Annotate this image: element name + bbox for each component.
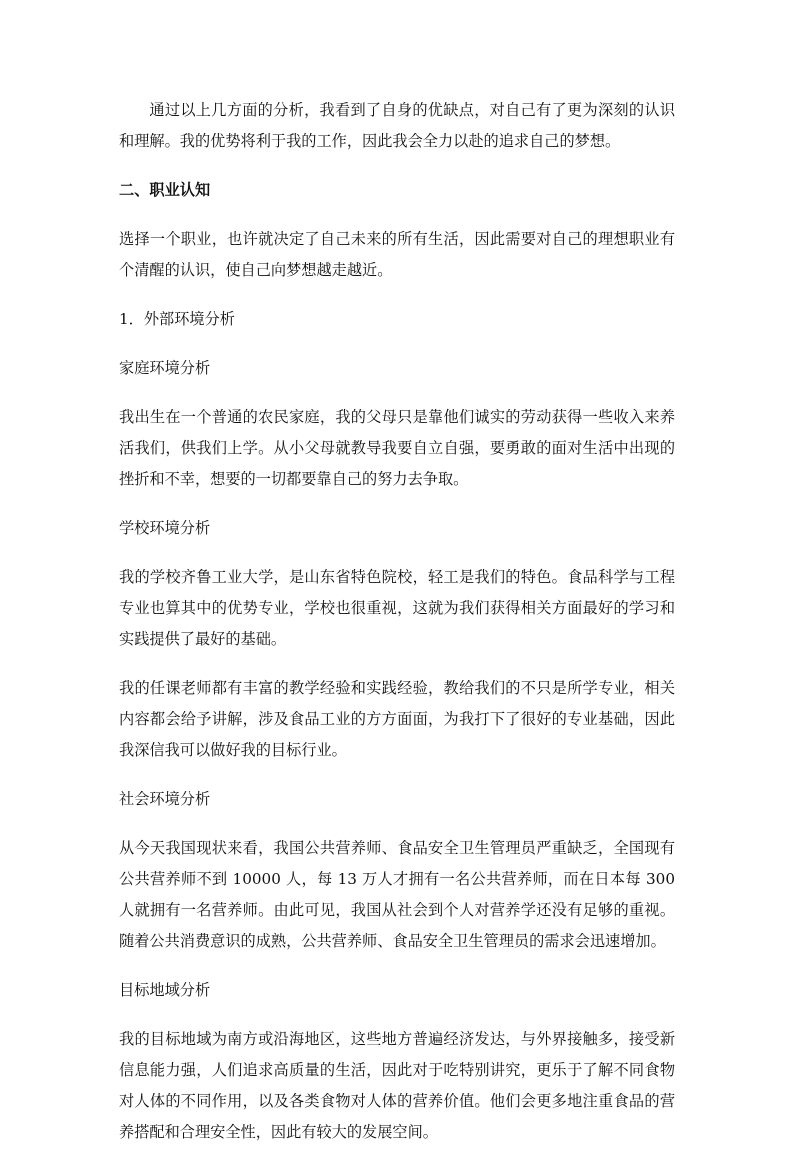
society-heading: 社会环境分析 <box>119 790 211 808</box>
section-heading: 二、职业认知 <box>119 181 211 199</box>
school-paragraph-1: 我的学校齐鲁工业大学，是山东省特色院校，轻工是我们的特色。食品科学与工程专业也算其中的优势专业，学校也很重视，这就为我们获得相关方面最好的学习和实践提供了最好的基础。 <box>119 568 675 648</box>
intro-paragraph: 通过以上几方面的分析，我看到了自身的优缺点，对自己有了更为深刻的认识和理解。我的优势将利于我的工作，因此我会全力以赴的追求自己的梦想。 <box>119 101 675 150</box>
society-paragraph: 从今天我国现状来看，我国公共营养师、食品安全卫生管理员严重缺乏，全国现有公共营养师不到 10000 人，每 13 万人才拥有一名公共营养师，而在日本每 300 人就拥有一名营养师。由此可见，我国从社会到个人对营养学还没有足够的重视。随着公共消费意识的成熟，公共营养师、食品安全卫生管理员的需求会迅速增加。 <box>119 839 675 950</box>
region-paragraph: 我的目标地域为南方或沿海地区，这些地方普遍经济发达，与外界接触多，接受新信息能力强，人们追求高质量的生活，因此对于吃特别讲究，更乐于了解不同食物对人体的不同作用，以及各类食物对人体的营养价值。他们会更多地注重食品的营养搭配和合理安全性，因此有较大的发展空间。 <box>119 1030 675 1141</box>
region-heading: 目标地域分析 <box>119 981 211 999</box>
school-heading: 学校环境分析 <box>119 519 211 537</box>
family-paragraph: 我出生在一个普通的农民家庭，我的父母只是靠他们诚实的劳动获得一些收入来养活我们，供我们上学。从小父母就教导我要自立自强，要勇敢的面对生活中出现的挫折和不幸，想要的一切都要靠自己的努力去争取。 <box>119 408 675 488</box>
school-paragraph-2: 我的任课老师都有丰富的教学经验和实践经验，教给我们的不只是所学专业，相关内容都会给予讲解，涉及食品工业的方方面面，为我打下了很好的专业基础，因此我深信我可以做好我的目标行业。 <box>119 679 675 759</box>
document-page <box>119 95 675 1166</box>
subsection-heading: 1．外部环境分析 <box>119 310 235 328</box>
family-heading: 家庭环境分析 <box>119 359 211 377</box>
section-intro-paragraph: 选择一个职业，也许就决定了自己未来的所有生活，因此需要对自己的理想职业有个清醒的认识，使自己向梦想越走越近。 <box>119 230 675 279</box>
